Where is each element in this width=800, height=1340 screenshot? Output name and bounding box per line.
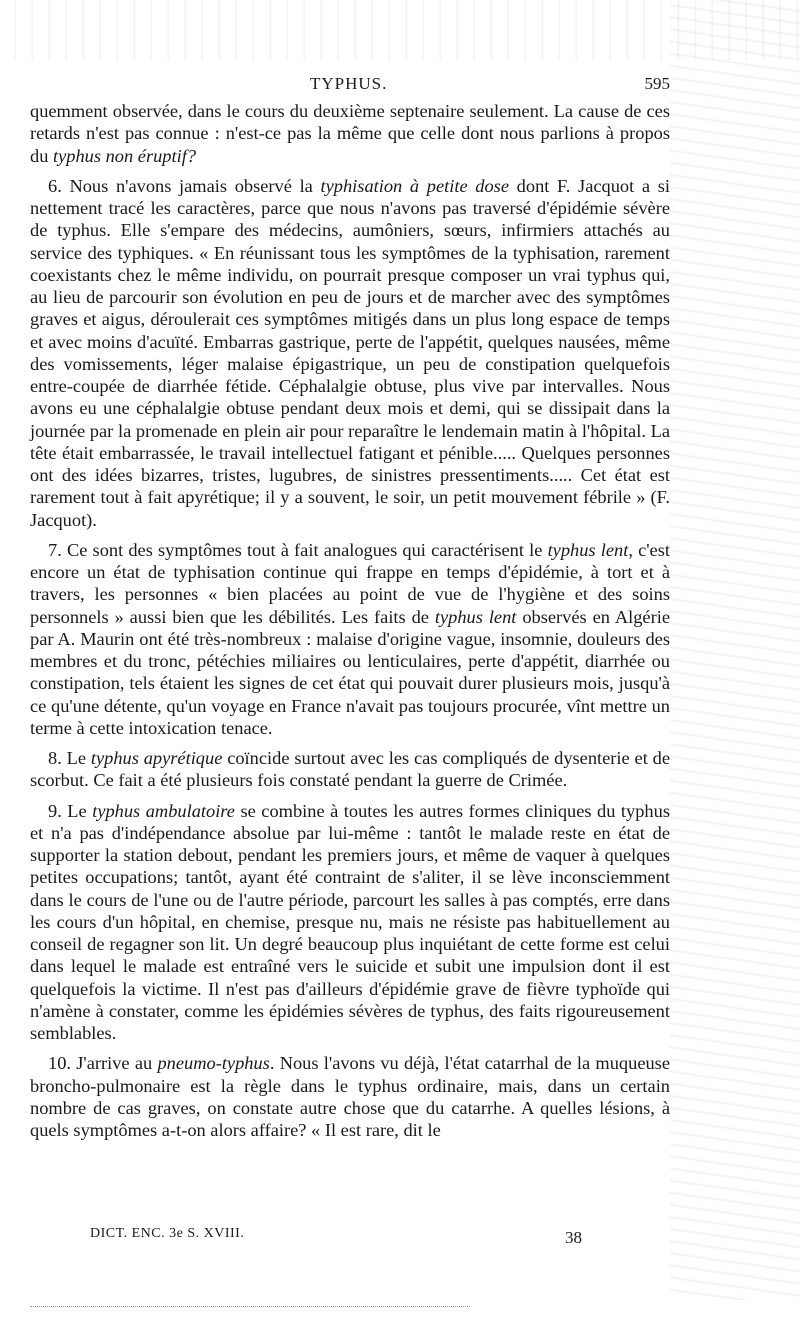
paragraph-text: coïncide surtout avec les cas compliqués de dysenterie et de scorbut. Ce fait a été plusieurs fois constaté pendant la guerre de Crimée. (30, 748, 670, 791)
italic-term: typhisation à petite dose (320, 175, 510, 196)
italic-term: typhus non éruptif? (53, 145, 197, 166)
scan-noise-top (0, 0, 800, 60)
paragraph-text: 10. J'arrive au (48, 1053, 158, 1074)
paragraph-text: se combine à toutes les autres formes cliniques du typhus et n'a pas d'indépendance absolue par lui-même : tantôt le malade reste en état de supporter la station debout, pendant les premiers jours, et même de vaquer à quelques petites occupations; tantôt, ayant été contraint de s'aliter, il se lève inconsciemment dans le cours de l'une ou de l'autre période, parcourt les salles à pas comptés, erre dans les cours d'un hôpital, en chemise, presque nu, mais ne résiste pas habituellement au conseil de regagner son lit. Un degré beaucoup plus inquiétant de cette forme est celui dans lequel le malade est entraîné vers le suicide et subit une impulsion dont il est quelquefois la victime. Il n'est pas d'ailleurs d'épidémie grave de fièvre typhoïde qui n'amène à constater, comme les épidémies sévères de typhus, des faits rigoureusement semblables. (30, 800, 670, 1043)
paragraph-text: 7. Ce sont des symptômes tout à fait analogues qui caractérisent le (48, 539, 548, 560)
italic-term: pneumo-typhus (157, 1053, 270, 1074)
paragraph-7 (30, 539, 670, 739)
paragraph-text: , c'est encore un état de typhisation continue qui frappe en temps d'épidémie, à tort et à travers, les personnes « bien placées au point de vue de l'hygiène et des soins personnels » aussi bien que les débilités. Les faits de (30, 539, 670, 627)
signature-number: 38 (565, 1228, 582, 1247)
bottom-dotted-rule (30, 1306, 470, 1307)
paragraph-text: . Nous l'avons vu déjà, l'état catarrhal de la muqueuse broncho-pulmonaire est la règle dans le typhus ordinaire, mais, dans un certain nombre de cas graves, on constate autre chose que du catarrhe. A quelles lésions, à quels symptômes a-t-on alors affaire? « Il est rare, dit le (30, 1053, 670, 1140)
paragraph-continuation (30, 100, 670, 167)
body-text (30, 100, 670, 1141)
scan-noise-margin (670, 0, 800, 1300)
italic-term: typhus ambulatoire (92, 800, 235, 821)
paragraph-text: quemment observée, dans le cours du deuxième septenaire seulement. La cause de ces retards n'est pas connue : n'est-ce pas la même que celle dont nous parlions à propos du (30, 101, 670, 166)
paragraph-6 (30, 175, 670, 531)
italic-term: typhus lent (547, 539, 629, 560)
paragraph-text: observés en Algérie par A. Maurin ont été très-nombreux : malaise d'origine vague, insomnie, douleurs des membres et du tronc, pétéchies miliaires ou lenticulaires, perte d'appétit, diarrhée ou constipation, tels étaient les signes de cet état qui pouvait durer plusieurs mois, jusqu'à ce qu'une détente, qu'un voyage en France n'avait pas toujours procurée, vînt mettre un terme à cette intoxication tenace. (30, 606, 670, 738)
paragraph-text: 9. Le (48, 800, 93, 821)
paragraph-9 (30, 800, 670, 1045)
running-title: TYPHUS. (310, 74, 388, 93)
paragraph-text: 6. Nous n'avons jamais observé la (48, 175, 321, 196)
page-header (30, 74, 670, 98)
paragraph-10 (30, 1052, 670, 1141)
page-number: 595 (644, 74, 670, 93)
paragraph-text: dont F. Jacquot a si nettement tracé les caractères, parce que nous n'avons pas traversé d'épidémie sévère de typhus. Elle s'empare des médecins, aumôniers, sœurs, infirmiers attachés au service des typhiques. « En réunissant tous les symptômes de la typhisation, rarement coexistants chez le même individu, on pourrait presque composer un vrai typhus qui, au lieu de parcourir son évolution en peu de jours et de marcher avec des symptômes graves et aigus, déroulerait ces symptômes mitigés dans un plus long espace de temps et avec moins d'acuïté. Embarras gastrique, perte de l'appétit, quelques nausées, même des vomissements, léger malaise épigastrique, un peu de constipation quelquefois entre-coupée de diarrhée fétide. Céphalalgie obtuse, plus vive par intervalles. Nous avons eu une céphalalgie obtuse pendant deux mois et demi, qui se dissipait dans la journée par la promenade en plein air pour reparaître le lendemain matin à l'hôpital. La tête était embarrassée, le travail intellectuel fatigant et pénible..... Quelques personnes ont des idées bizarres, tristes, lugubres, de sinistres pressentiments..... Cet état est rarement tout à fait apyrétique; il y a souvent, le soir, un petit mouvement fébrile » (F. Jacquot). (30, 175, 670, 530)
paragraph-8 (30, 747, 670, 792)
page-footer (30, 1226, 670, 1248)
printer-signature: DICT. ENC. 3e S. XVIII. (90, 1226, 245, 1241)
italic-term: typhus lent (434, 606, 517, 627)
paragraph-text: 8. Le (48, 748, 91, 768)
italic-term: typhus apyrétique (90, 748, 223, 768)
